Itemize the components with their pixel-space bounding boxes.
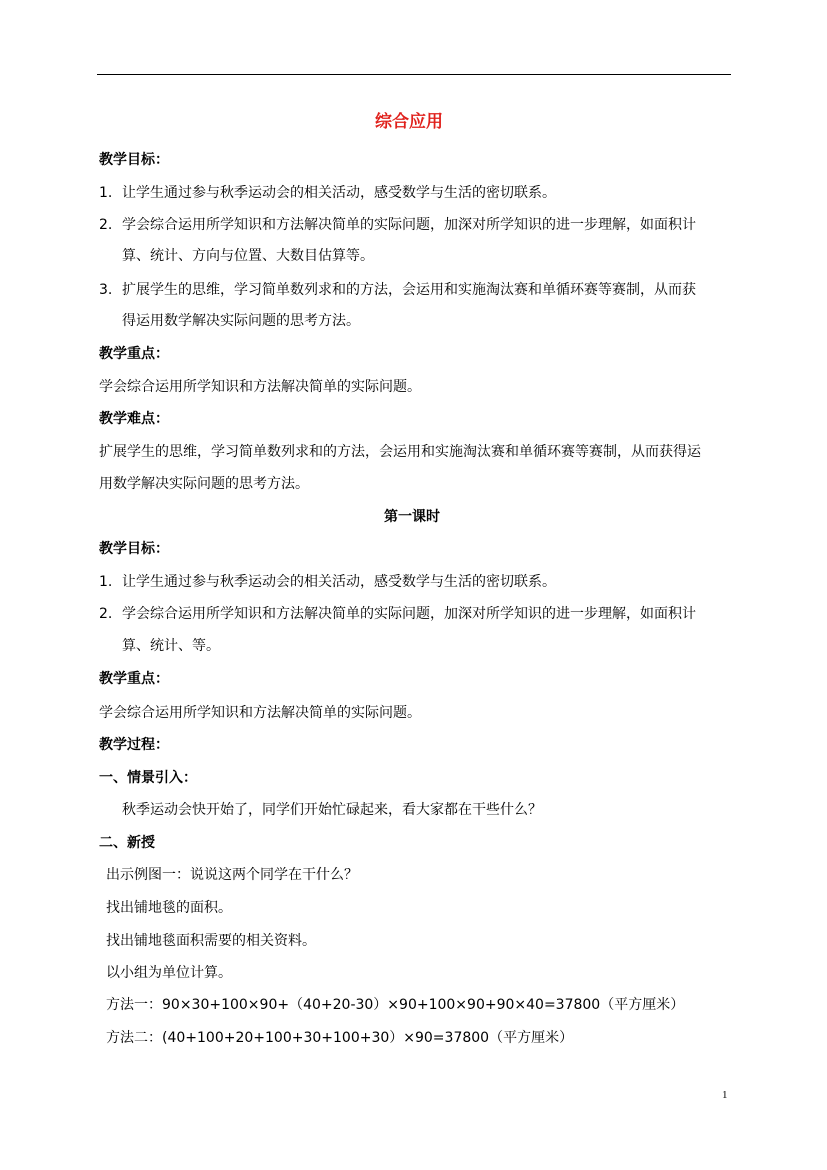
goal-text-continued: 算、统计、等。 xyxy=(122,638,220,654)
new-lesson-heading: 二、新授 xyxy=(99,835,155,851)
page-number: 1 xyxy=(722,1089,728,1101)
goal-text: 让学生通过参与秋季运动会的相关活动，感受数学与生活的密切联系。 xyxy=(122,185,556,201)
difficulty-heading: 教学难点： xyxy=(99,411,169,427)
goal-number: 2. xyxy=(99,217,113,233)
document-title: 综合应用 xyxy=(375,112,443,132)
goals-heading: 教学目标： xyxy=(99,152,169,168)
difficulty-text: 扩展学生的思维，学习简单数列求和的方法，会运用和实施淘汰赛和单循环赛等赛制，从而获得运 xyxy=(99,444,701,460)
goal-number: 2. xyxy=(99,606,113,622)
lesson-goals-heading: 教学目标： xyxy=(99,541,169,557)
method-one: 方法一：90×30+100×90+（40+20-30）×90+100×90+90×40=37800（平方厘米） xyxy=(106,997,685,1013)
goal-text: 让学生通过参与秋季运动会的相关活动，感受数学与生活的密切联系。 xyxy=(122,574,556,590)
goal-number: 1. xyxy=(99,574,113,590)
lesson-step: 出示例图一：说说这两个同学在干什么？ xyxy=(106,867,358,883)
lesson-key-text: 学会综合运用所学知识和方法解决简单的实际问题。 xyxy=(99,705,421,721)
method-two: 方法二：(40+100+20+100+30+100+30）×90=37800（平方厘米） xyxy=(106,1030,574,1046)
intro-text: 秋季运动会快开始了，同学们开始忙碌起来，看大家都在干些什么？ xyxy=(122,802,542,818)
goal-text-continued: 算、统计、方向与位置、大数目估算等。 xyxy=(122,248,374,264)
lesson-step: 以小组为单位计算。 xyxy=(106,965,232,981)
goal-text-continued: 得运用数学解决实际问题的思考方法。 xyxy=(122,313,360,329)
lesson-step: 找出铺地毯面积需要的相关资料。 xyxy=(106,933,316,949)
header-rule xyxy=(97,74,731,75)
key-points-text: 学会综合运用所学知识和方法解决简单的实际问题。 xyxy=(99,379,421,395)
difficulty-text-continued: 用数学解决实际问题的思考方法。 xyxy=(99,476,309,492)
goal-text: 学会综合运用所学知识和方法解决简单的实际问题，加深对所学知识的进一步理解，如面积计 xyxy=(122,217,696,233)
goal-text: 学会综合运用所学知识和方法解决简单的实际问题，加深对所学知识的进一步理解，如面积计 xyxy=(122,606,696,622)
lesson-key-heading: 教学重点： xyxy=(99,671,169,687)
goal-number: 3. xyxy=(99,282,113,298)
lesson-heading: 第一课时 xyxy=(384,509,440,525)
goal-number: 1. xyxy=(99,185,113,201)
lesson-step: 找出铺地毯的面积。 xyxy=(106,900,232,916)
intro-heading: 一、情景引入： xyxy=(99,770,197,786)
key-points-heading: 教学重点： xyxy=(99,346,169,362)
goal-text: 扩展学生的思维，学习简单数列求和的方法，会运用和实施淘汰赛和单循环赛等赛制，从而获 xyxy=(122,282,696,298)
process-heading: 教学过程： xyxy=(99,737,169,753)
